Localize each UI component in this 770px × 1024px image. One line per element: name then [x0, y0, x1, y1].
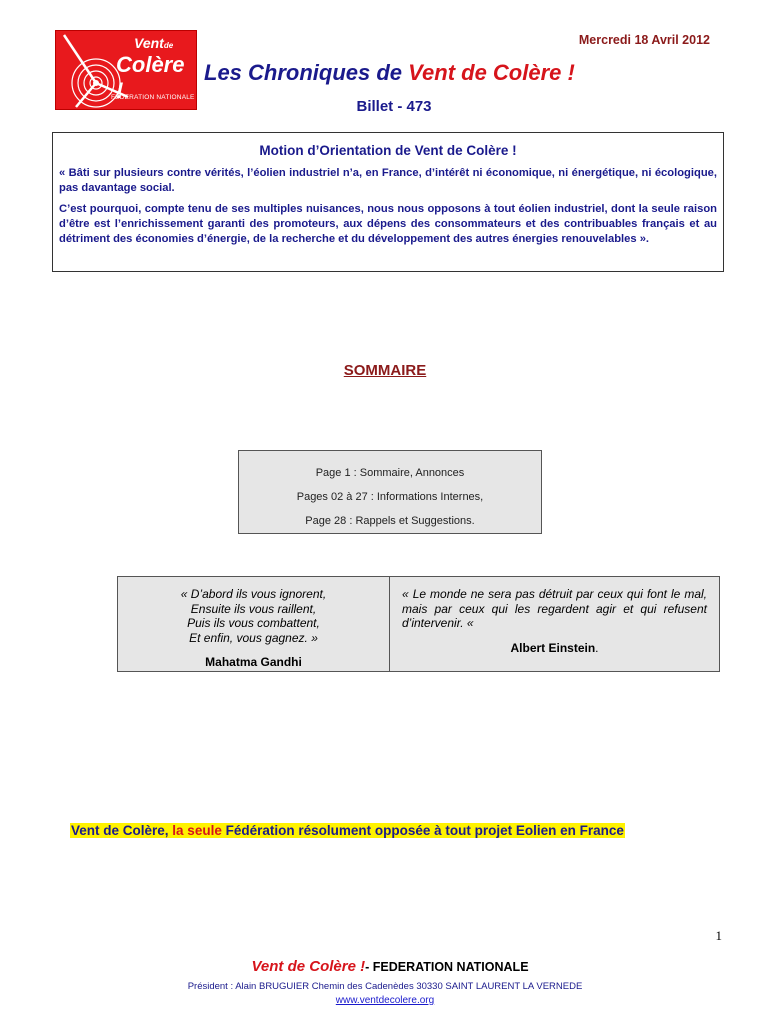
quote-line: Et enfin, vous gagnez. »	[189, 630, 318, 645]
footer-president: Président : Alain BRUGUIER Chemin des Cadenèdes 30330 SAINT LAURENT LA VERNEDE	[187, 981, 583, 992]
logo-colere-text: Colère !	[116, 52, 185, 103]
quote-line: « D’abord ils vous ignorent,	[180, 587, 327, 601]
federation-banner: Vent de Colère, la seule Fédération résolument opposée à tout projet Eolien en France	[71, 823, 624, 838]
footer-website-link[interactable]: www.ventdecolere.org	[335, 995, 435, 1006]
page-number: 1	[715, 928, 722, 943]
quotes-box	[117, 576, 720, 672]
motion-paragraph-1: « Bâti sur plusieurs contre vérités, l’éolien industriel n’a, en France, d’intérêt ni économique, ni énergétique, ni écologique, pas davantage social.	[59, 167, 717, 194]
logo-vent-text: Ventde	[134, 35, 174, 51]
motion-box	[52, 132, 724, 272]
quote-text: « Le monde ne sera pas détruit par ceux qui font le mal, mais par ceux qui les regardent agir et qui refusent d’intervenir. «	[402, 587, 707, 630]
logo-federation-text: FEDERATION NATIONALE	[111, 94, 195, 101]
quote-line: Puis ils vous combattent,	[187, 616, 320, 630]
page-title: Les Chroniques de Vent de Colère !	[204, 60, 575, 85]
publication-date: Mercredi 18 Avril 2012	[578, 33, 710, 47]
toc-item: Page 28 : Rappels et Suggestions.	[305, 515, 475, 527]
motion-paragraph-2: C’est pourquoi, compte tenu de ses multiples nuisances, nous nous opposons à tout éolien industriel, dont la seule raison d’être est l’enrichissement garanti des promoteurs, aux dépens des consommateurs et des contribuables français et au détriment des économies d’énergie, de la recherche et du développement des autres énergies renouvelables ».	[59, 203, 717, 245]
footer-title: Vent de Colère !- FEDERATION NATIONALE	[251, 958, 529, 975]
motion-title: Motion d’Orientation de Vent de Colère !	[259, 143, 517, 158]
quote-line: Ensuite ils vous raillent,	[190, 601, 317, 616]
quote-author-gandhi: Mahatma Gandhi	[205, 655, 302, 669]
billet-number: Billet - 473	[356, 98, 432, 115]
toc-item: Page 1 : Sommaire, Annonces	[315, 467, 465, 479]
toc-item: Pages 02 à 27 : Informations Internes,	[296, 491, 484, 503]
table-of-contents	[238, 450, 542, 534]
quote-author-einstein: Albert Einstein.	[510, 640, 599, 655]
gandhi-quote	[118, 577, 390, 671]
einstein-quote	[390, 577, 719, 671]
sommaire-heading: SOMMAIRE	[343, 362, 427, 379]
